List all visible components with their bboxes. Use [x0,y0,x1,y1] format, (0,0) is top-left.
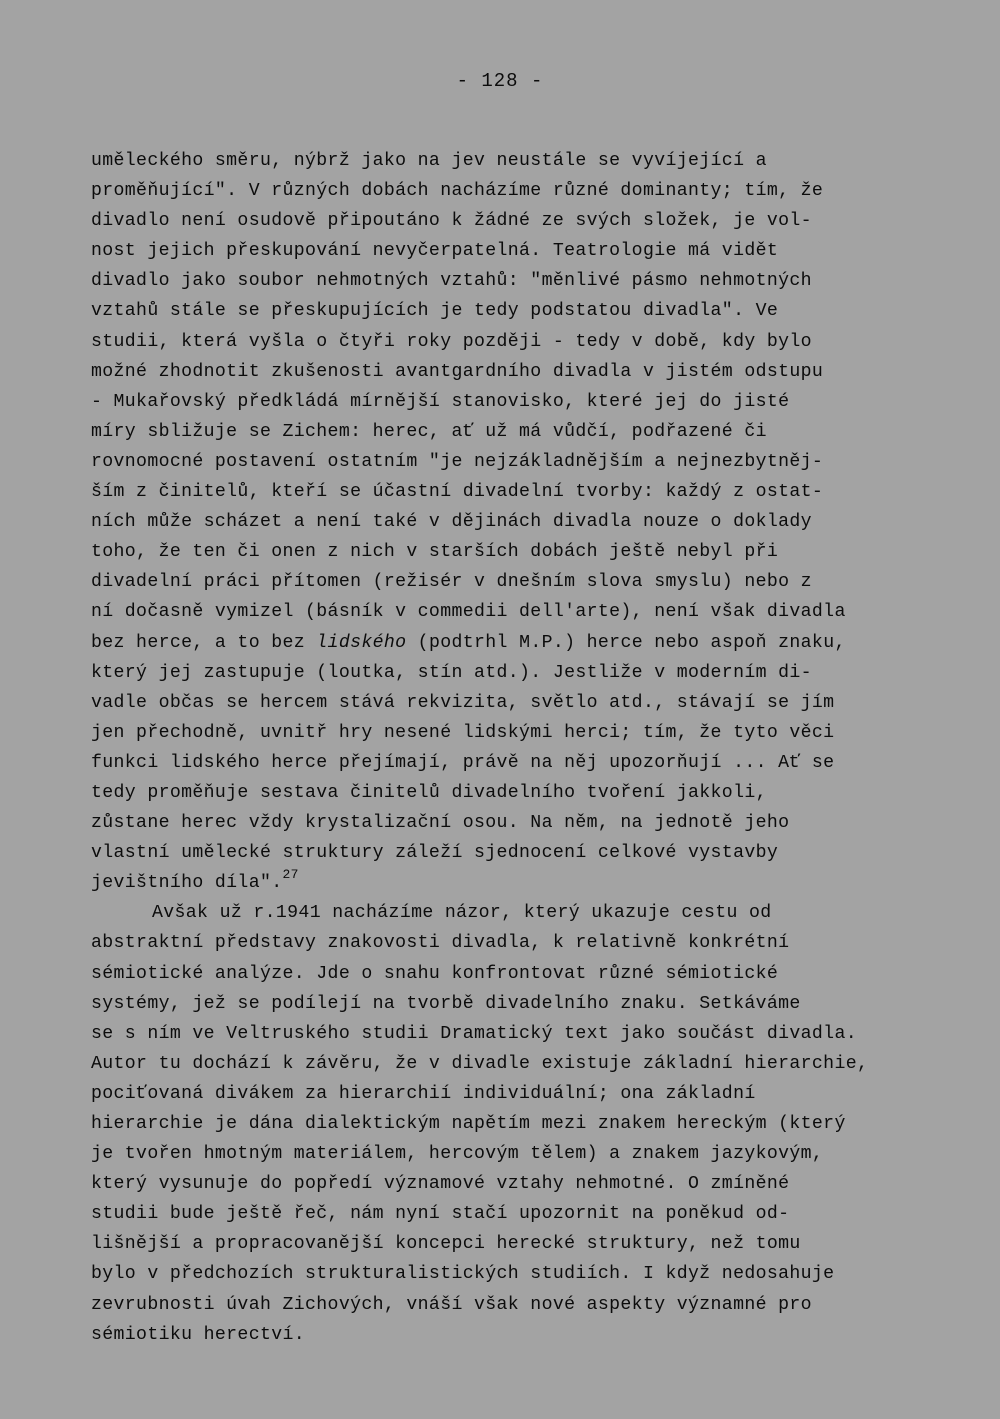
italic-emphasis: lidského [316,632,407,653]
text-segment: který jej zastupuje (loutka, stín atd.). Jestliže v moderním di- [91,662,812,683]
text-segment: uměleckého směru, nýbrž jako na jev neustále se vyvíjející a [91,151,767,171]
text-segment: vztahů stále se přeskupujících je tedy podstatou divadla". Ve [91,301,779,322]
text-line [91,537,921,567]
text-line [91,989,921,1019]
text-segment: hierarchie je dána dialektickým napětím mezi znakem hereckým (který [91,1114,846,1134]
text-line [91,447,921,477]
text-line [91,1290,921,1320]
text-line [91,176,921,206]
text-line [91,1139,921,1169]
text-line [91,898,921,928]
text-segment: divadlo jako soubor nehmotných vztahů: "měnlivé pásmo nehmotných [91,271,812,292]
text-line [91,296,921,326]
text-line [91,327,921,357]
text-segment: studii bude ještě řeč, nám nyní stačí upozornit na poněkud od- [91,1204,790,1225]
text-line [91,597,921,627]
text-segment: je tvořen hmotným materiálem, hercovým tělem) a znakem jazykovým, [91,1144,824,1165]
text-segment: studii, která vyšla o čtyři roky později - tedy v době, kdy bylo [91,331,812,352]
text-segment: toho, že ten či onen z nich v starších dobách ještě nebyl při [91,542,779,563]
text-segment: tedy proměňuje sestava činitelů divadelního tvoření jakkoli, [91,782,767,803]
text-line [91,507,921,537]
text-line [91,748,921,778]
text-line [91,838,921,868]
text-segment: který vysunuje do popředí významové vztahy nehmotné. O zmíněné [91,1174,790,1195]
text-line [91,417,921,447]
text-line [91,688,921,718]
text-segment: (podtrhl M.P.) herce nebo aspoň znaku, [406,632,846,653]
text-segment: - Mukařovský předkládá mírnější stanovisko, které jej do jisté [91,391,790,412]
text-line [91,477,921,507]
text-segment: se s ním ve Veltruského studii Dramatický text jako součást divadla. [91,1023,857,1044]
text-line [91,1199,921,1229]
text-segment: Autor tu dochází k závěru, že v divadle existuje základní hierarchie, [91,1053,869,1074]
text-segment: bez herce, a to bez [91,632,317,653]
text-segment: pociťovaná divákem za hierarchií individuální; ona základní [91,1083,756,1104]
text-line [91,567,921,597]
text-line [91,146,921,176]
footnote-reference: 27 [282,867,299,883]
text-line [91,387,921,417]
text-line [91,236,921,266]
text-line [91,718,921,748]
text-line [91,928,921,958]
text-segment: divadelní práci přítomen (režisér v dnešním slova smyslu) nebo z [91,572,812,593]
text-segment: jen přechodně, uvnitř hry nesené lidskými herci; tím, že tyto věci [91,722,835,743]
text-line [91,628,921,658]
text-segment: možné zhodnotit zkušenosti avantgardního divadla v jistém odstupu [91,361,824,382]
text-segment: nost jejich přeskupování nevyčerpatelná. Teatrologie má vidět [91,241,779,262]
page-number: - 128 - [456,70,544,92]
text-line [91,1169,921,1199]
text-segment: abstraktní představy znakovosti divadla, k relativně konkrétní [91,933,790,954]
text-line [91,808,921,838]
text-segment: vadle občas se hercem stává rekvizita, světlo atd., stávají se jím [91,692,835,713]
text-segment: zevrubnosti úvah Zichových, vnáší však nové aspekty významné pro [91,1294,812,1315]
text-line [91,658,921,688]
text-line [91,1229,921,1259]
text-segment: míry sbližuje se Zichem: herec, ať už má vůdčí, podřazené či [91,421,767,442]
text-segment: bylo v předchozích strukturalistických studiích. I když nedosahuje [91,1264,835,1285]
text-line [91,778,921,808]
text-segment: vlastní umělecké struktury záleží sjednocení celkové vystavby [91,843,779,864]
text-segment: rovnomocné postavení ostatním "je nejzákladnějším a nejnezbytněj- [91,451,824,472]
text-segment: sémiotické analýze. Jde o snahu konfrontovat různé sémiotické [91,963,779,984]
text-line [91,1019,921,1049]
text-line [91,1320,921,1350]
text-line [91,1049,921,1079]
text-line [91,1259,921,1289]
text-line [91,266,921,296]
text-line [91,1109,921,1139]
text-line [91,206,921,236]
text-segment: jevištního díla". [91,873,283,894]
text-segment: sémiotiku herectví. [91,1324,306,1345]
text-line [91,357,921,387]
text-line [91,959,921,989]
text-line [91,1079,921,1109]
body-text [91,146,921,1350]
text-line [91,868,921,898]
text-segment: ní dočasně vymizel (básník v commedii dell'arte), není však divadla [91,602,846,623]
text-segment: ních může scházet a není také v dějinách divadla nouze o doklady [91,512,812,533]
text-segment: systémy, jež se podílejí na tvorbě divadelního znaku. Setkáváme [91,993,801,1014]
text-segment: lišnější a propracovanější koncepci herecké struktury, než tomu [91,1234,801,1255]
text-segment: divadlo není osudově připoutáno k žádné ze svých složek, je vol- [91,211,812,232]
text-segment: zůstane herec vždy krystalizační osou. Na něm, na jednotě jeho [91,813,790,834]
text-segment: funkci lidského herce přejímají, právě na něj upozorňují ... Ať se [91,752,835,773]
text-segment: ším z činitelů, kteří se účastní divadelní tvorby: každý z ostat- [91,482,824,503]
text-segment: Avšak už r.1941 nacházíme názor, který ukazuje cestu od [152,903,772,924]
text-segment: proměňující". V různých dobách nacházíme různé dominanty; tím, že [91,181,824,202]
